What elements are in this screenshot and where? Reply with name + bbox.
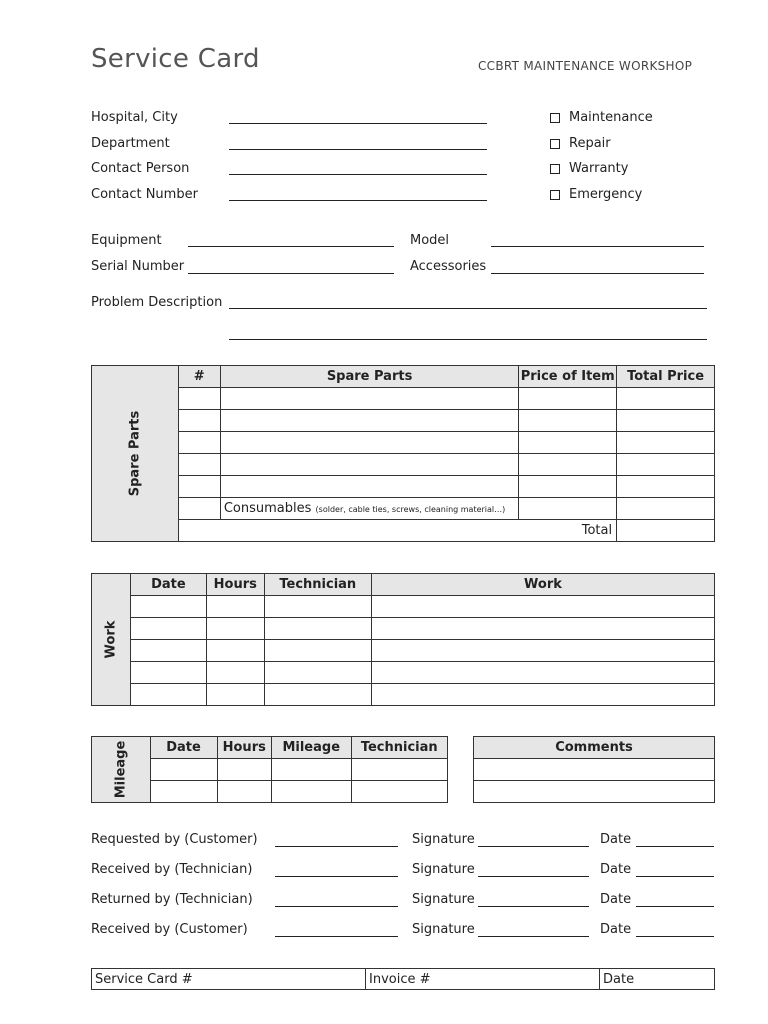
requested-by-field[interactable]: [275, 846, 398, 847]
repair-label: Repair: [569, 136, 611, 151]
total-row[interactable]: [92, 520, 715, 542]
table-row[interactable]: [92, 454, 715, 476]
repair-checkbox[interactable]: [550, 139, 560, 149]
signature-label: Signature: [412, 922, 475, 937]
warranty-label: Warranty: [569, 161, 629, 176]
accessories-label: Accessories: [410, 259, 487, 274]
date-field[interactable]: [636, 936, 714, 937]
emergency-checkbox[interactable]: [550, 190, 560, 200]
table-row[interactable]: [474, 759, 715, 781]
mileage-header-date: Date: [150, 737, 217, 759]
footer-reference-table: [91, 968, 715, 990]
model-label: Model: [410, 233, 450, 248]
mileage-table: [91, 736, 448, 803]
table-row[interactable]: [92, 618, 715, 640]
work-table: [91, 573, 715, 706]
work-side-label: Work: [92, 574, 131, 706]
contact-number-field[interactable]: [229, 200, 487, 201]
table-row[interactable]: [92, 476, 715, 498]
table-row[interactable]: [92, 640, 715, 662]
department-label: Department: [91, 136, 170, 151]
signature-label: Signature: [412, 862, 475, 877]
work-header-work: Work: [371, 574, 714, 596]
received-by-technician-field[interactable]: [275, 876, 398, 877]
model-field[interactable]: [491, 246, 704, 247]
work-header-technician: Technician: [264, 574, 371, 596]
received-by-technician-label: Received by (Technician): [91, 862, 253, 877]
date-field[interactable]: [636, 846, 714, 847]
mileage-side-label: Mileage: [92, 737, 151, 803]
total-label: Total: [178, 520, 617, 542]
spare-parts-table: [91, 365, 715, 542]
work-header-hours: Hours: [206, 574, 264, 596]
spare-parts-side-label: Spare Parts: [92, 366, 179, 542]
table-row[interactable]: [92, 410, 715, 432]
signature-field[interactable]: [478, 846, 589, 847]
consumables-cell: Consumables (solder, cable ties, screws, cleaning material…): [220, 498, 518, 520]
service-card-number-cell[interactable]: Service Card #: [92, 969, 366, 990]
spare-parts-header-total: Total Price: [617, 366, 715, 388]
page-title: Service Card: [91, 44, 260, 74]
hospital-city-field[interactable]: [229, 123, 487, 124]
problem-description-label: Problem Description: [91, 295, 223, 310]
table-row[interactable]: [92, 684, 715, 706]
requested-by-label: Requested by (Customer): [91, 832, 258, 847]
consumables-row[interactable]: [92, 498, 715, 520]
received-by-customer-field[interactable]: [275, 936, 398, 937]
contact-number-label: Contact Number: [91, 187, 198, 202]
table-row[interactable]: [92, 388, 715, 410]
mileage-header-technician: Technician: [351, 737, 447, 759]
table-row[interactable]: [92, 596, 715, 618]
equipment-field[interactable]: [188, 246, 394, 247]
hospital-city-label: Hospital, City: [91, 110, 178, 125]
accessories-field[interactable]: [491, 273, 704, 274]
received-by-customer-label: Received by (Customer): [91, 922, 248, 937]
signature-field[interactable]: [478, 906, 589, 907]
date-field[interactable]: [636, 906, 714, 907]
footer-date-cell[interactable]: Date: [600, 969, 715, 990]
signature-label: Signature: [412, 892, 475, 907]
spare-parts-header-price: Price of Item: [519, 366, 617, 388]
spare-parts-header-parts: Spare Parts: [220, 366, 518, 388]
equipment-label: Equipment: [91, 233, 162, 248]
warranty-checkbox[interactable]: [550, 164, 560, 174]
department-field[interactable]: [229, 149, 487, 150]
problem-description-field[interactable]: [229, 308, 707, 309]
total-value-cell[interactable]: [617, 520, 715, 542]
date-label: Date: [600, 832, 632, 847]
emergency-label: Emergency: [569, 187, 643, 202]
date-field[interactable]: [636, 876, 714, 877]
work-header-date: Date: [130, 574, 206, 596]
date-label: Date: [600, 862, 632, 877]
mileage-header-hours: Hours: [217, 737, 271, 759]
date-label: Date: [600, 892, 632, 907]
maintenance-checkbox[interactable]: [550, 113, 560, 123]
invoice-number-cell[interactable]: Invoice #: [366, 969, 600, 990]
returned-by-technician-field[interactable]: [275, 906, 398, 907]
signature-label: Signature: [412, 832, 475, 847]
date-label: Date: [600, 922, 632, 937]
spare-parts-header-number: #: [178, 366, 220, 388]
serial-number-label: Serial Number: [91, 259, 185, 274]
contact-person-label: Contact Person: [91, 161, 190, 176]
returned-by-technician-label: Returned by (Technician): [91, 892, 253, 907]
serial-number-field[interactable]: [188, 273, 394, 274]
maintenance-label: Maintenance: [569, 110, 653, 125]
comments-table: [473, 736, 715, 803]
signature-field[interactable]: [478, 936, 589, 937]
signature-field[interactable]: [478, 876, 589, 877]
problem-description-field-2[interactable]: [229, 339, 707, 340]
comments-header: Comments: [474, 737, 715, 759]
mileage-header-mileage: Mileage: [271, 737, 351, 759]
consumables-note: (solder, cable ties, screws, cleaning material…): [315, 505, 506, 514]
table-row[interactable]: [92, 432, 715, 454]
table-row[interactable]: [474, 781, 715, 803]
table-row[interactable]: [92, 662, 715, 684]
contact-person-field[interactable]: [229, 174, 487, 175]
workshop-name: CCBRT MAINTENANCE WORKSHOP: [478, 59, 693, 73]
